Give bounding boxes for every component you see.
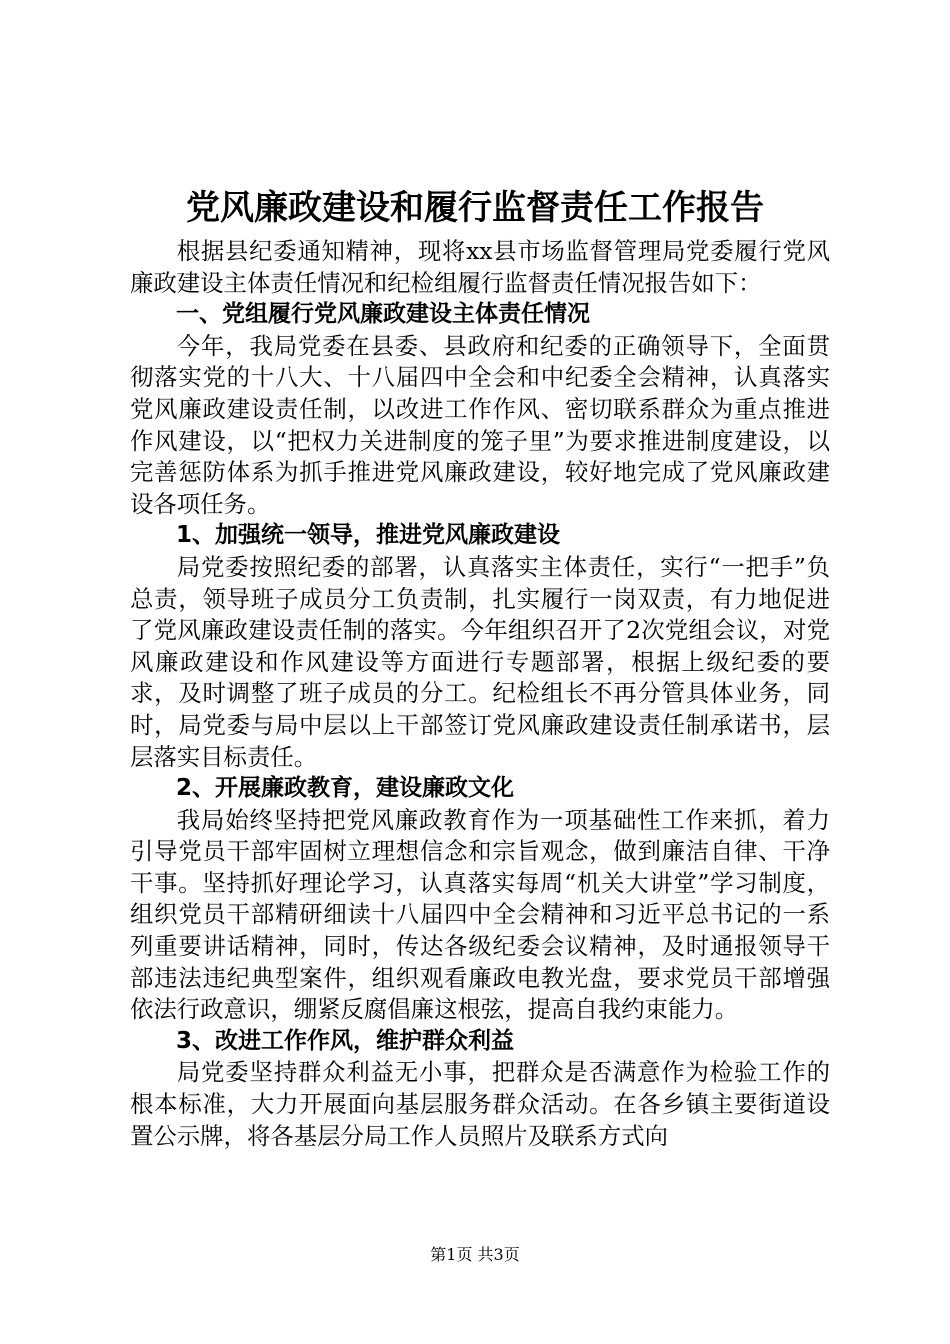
- subsection-paragraph-2: 我局始终坚持把党风廉政教育作为一项基础性工作来抓，着力引导党员干部牢固树立理想信念和宗旨观念，做到廉洁自律、干净干事。坚持抓好理论学习，认真落实每周“机关大讲堂”学习制度，组织党员干部精研细读十八届四中全会精神和习近平总书记的一系列重要讲话精神，同时，传达各级纪委会议精神，及时通报领导干部违法违纪典型案件，组织观看廉政电教光盘，要求党员干部增强依法行政意识，绷紧反腐倡廉这根弦，提高自我约束能力。: [130, 805, 830, 1024]
- intro-paragraph: 根据县纪委通知精神，现将xx县市场监督管理局党委履行党风廉政建设主体责任情况和纪检组履行监督责任情况报告如下：: [130, 237, 830, 297]
- subsection-heading-2: 2、开展廉政教育，建设廉政文化: [176, 775, 515, 802]
- subsection-heading-1: 1、加强统一领导，推进党风廉政建设: [176, 522, 561, 549]
- section-heading-1: 一、党组履行党风廉政建设主体责任情况: [176, 301, 590, 328]
- subsection-heading-3: 3、改进工作作风，维护群众利益: [176, 1027, 515, 1054]
- document-body: [130, 236, 830, 1152]
- subsection-paragraph-3: 局党委坚持群众利益无小事，把群众是否满意作为检验工作的根本标准，大力开展面向基层服务群众活动。在各乡镇主要街道设置公示牌，将各基层分局工作人员照片及联系方式向: [130, 1058, 830, 1150]
- section-paragraph-1: 今年，我局党委在县委、县政府和纪委的正确领导下，全面贯彻落实党的十八大、十八届四中全会和中纪委全会精神，认真落实党风廉政建设责任制，以改进工作作风、密切联系群众为重点推进作风建设，以“把权力关进制度的笼子里”为要求推进制度建设，以完善惩防体系为抓手推进党风廉政建设，较好地完成了党风廉政建设各项任务。: [130, 331, 830, 518]
- subsection-paragraph-1: 局党委按照纪委的部署，认真落实主体责任，实行“一把手”负总责，领导班子成员分工负责制，扎实履行一岗双责，有力地促进了党风廉政建设责任制的落实。今年组织召开了2次党组会议，对党风廉政建设和作风建设等方面进行专题部署，根据上级纪委的要求，及时调整了班子成员的分工。纪检组长不再分管具体业务，同时，局党委与局中层以上干部签订党风廉政建设责任制承诺书，层层落实目标责任。: [130, 552, 830, 771]
- document-title: 党风廉政建设和履行监督责任工作报告: [186, 188, 764, 228]
- page-number-footer: 第1页 共3页: [430, 1245, 520, 1264]
